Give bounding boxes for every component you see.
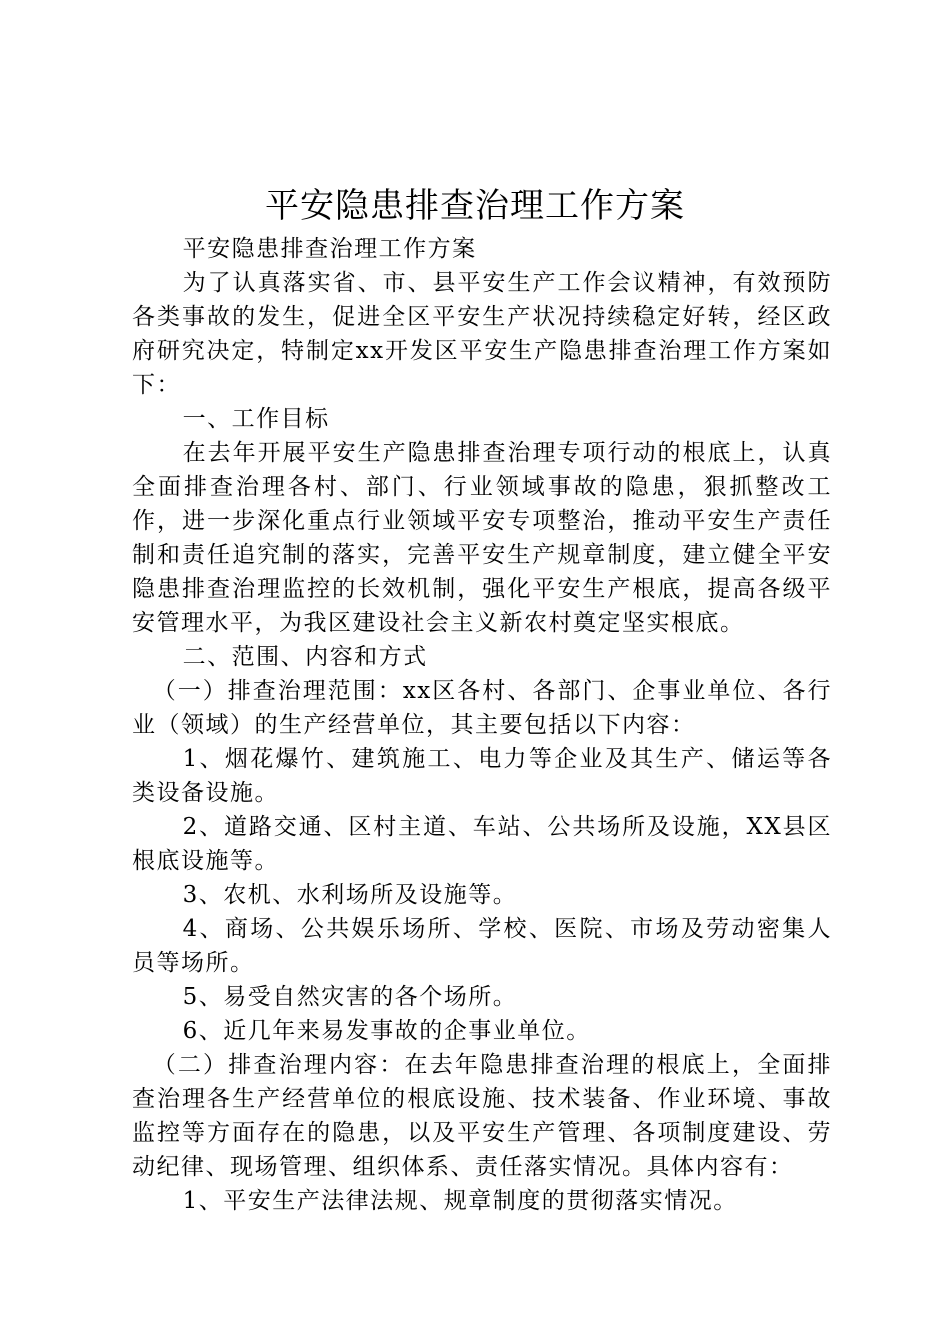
paragraph-scope: （一）排查治理范围：xx区各村、各部门、企事业单位、各行业（领域）的生产经营单位，其主要包括以下内容： bbox=[132, 678, 832, 738]
list-item-scope-5: 5、易受自然灾害的各个场所。 bbox=[182, 984, 518, 1010]
paragraph-content: （二）排查治理内容：在去年隐患排查治理的根底上，全面排查治理各生产经营单位的根底设施、技术装备、作业环境、事故监控等方面存在的隐患，以及平安生产管理、各项制度建设、劳动纪律、现场管理、组织体系、责任落实情况。具体内容有： bbox=[132, 1052, 832, 1180]
paragraph-subtitle: 平安隐患排查治理工作方案 bbox=[182, 236, 477, 262]
list-item-scope-4: 4、商场、公共娱乐场所、学校、医院、市场及劳动密集人员等场所。 bbox=[132, 916, 832, 976]
document-title: 平安隐患排查治理工作方案 bbox=[265, 186, 685, 226]
list-item-scope-1: 1、烟花爆竹、建筑施工、电力等企业及其生产、储运等各类设备设施。 bbox=[132, 746, 832, 806]
list-item-content-1: 1、平安生产法律法规、规章制度的贯彻落实情况。 bbox=[182, 1188, 738, 1214]
list-item-scope-2: 2、道路交通、区村主道、车站、公共场所及设施，XX县区根底设施等。 bbox=[132, 814, 832, 874]
paragraph-intro: 为了认真落实省、市、县平安生产工作会议精神，有效预防各类事故的发生，促进全区平安生产状况持续稳定好转，经区政府研究决定，特制定xx开发区平安生产隐患排查治理工作方案如下： bbox=[132, 270, 832, 398]
list-item-scope-6: 6、近几年来易发事故的企事业单位。 bbox=[182, 1018, 591, 1044]
paragraph-goals: 在去年开展平安生产隐患排查治理专项行动的根底上，认真全面排查治理各村、部门、行业领域事故的隐患，狠抓整改工作，进一步深化重点行业领域平安专项整治，推动平安生产责任制和责任追究制的落实，完善平安生产规章制度，建立健全平安隐患排查治理监控的长效机制，强化平安生产根底，提高各级平安管理水平，为我区建设社会主义新农村奠定坚实根底。 bbox=[132, 440, 832, 636]
section-heading-goals: 一、工作目标 bbox=[182, 406, 330, 432]
document-body bbox=[132, 232, 832, 1218]
list-item-scope-3: 3、农机、水利场所及设施等。 bbox=[182, 882, 518, 908]
section-heading-scope: 二、范围、内容和方式 bbox=[182, 644, 428, 670]
